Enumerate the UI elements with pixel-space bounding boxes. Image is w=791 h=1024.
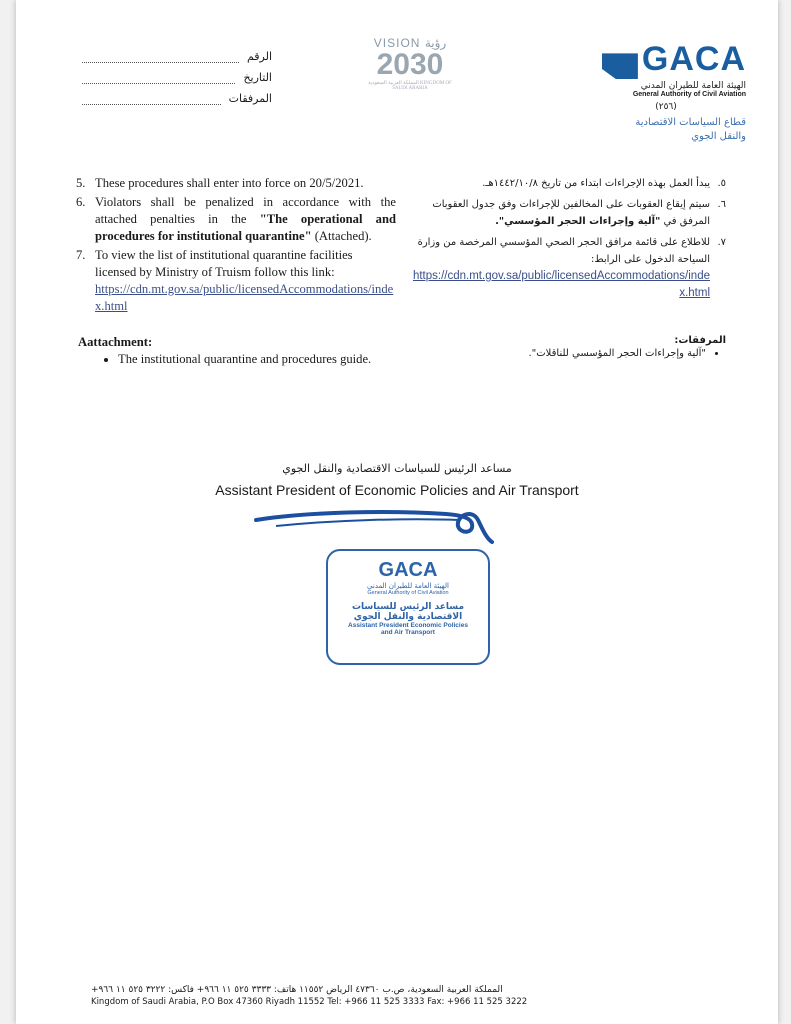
document-number: (٢٥٦) bbox=[655, 102, 677, 113]
attachments-field: المرفقات bbox=[82, 84, 272, 105]
letter-page bbox=[16, 0, 778, 1024]
list-item: 6. Violators shall be penalized in accordance with the attached penalties in the "The operational and procedures for institutional quarantine" (Attached). bbox=[76, 195, 396, 243]
attachment-section-en: Aattachment: • The institutional quarantine and procedures guide. bbox=[78, 335, 371, 367]
sector-name: قطاع السياسات الاقتصادية والنقل الجوي bbox=[635, 117, 746, 143]
list-item: 5. These procedures shall enter into force on 20/5/2021. bbox=[76, 176, 364, 190]
list-item: 7. To view the list of institutional quarantine facilities licensed by Ministry of Truism follow this link: https://cdn.mt.gov.sa/public/licensedAccommodations/index.html bbox=[76, 248, 394, 313]
official-stamp: GACA الهيئة العامة للطيران المدني General Authority of Civil Aviation مساعد الرئيس للسياسات الاقتصادية والنقل الجوي Assistant President Economic Policies and Air Transport bbox=[326, 549, 490, 665]
english-column bbox=[76, 175, 396, 317]
list-item: ٥. يبدأ العمل بهذه الإجراءات ابتداء من تاريخ ١٤٤٢/١٠/٨هـ. bbox=[482, 178, 726, 189]
vision-2030-logo: VISION رؤية 2030 المملكة العربية السعودية KINGDOM OF SAUDI ARABIA bbox=[368, 36, 452, 91]
attachment-section-ar: المرفقات: • "آلية وإجراءات الحجر المؤسسي للناقلات". bbox=[476, 335, 726, 359]
list-item: ٧. للاطلاع على قائمة مرافق الحجر الصحي المؤسسي المرخصة من وزارة السياحة الدخول على الرابط: https://cdn.mt.gov.sa/public/licensedAccommodations/index.html bbox=[408, 234, 726, 302]
date-field: التاريخ bbox=[82, 63, 272, 84]
reference-fields bbox=[82, 42, 272, 105]
attachment-item: • The institutional quarantine and procedures guide. bbox=[118, 352, 371, 367]
reference-number-field: الرقم bbox=[82, 42, 272, 63]
footer-address: المملكة العربية السعودية، ص.ب ٤٧٣٦٠ الرياض ١١٥٥٢ هاتف: ٣٣٣٣ ٥٢٥ ١١ ٩٦٦+ فاكس: ٣٢٢٢ ٥٢٥ ١١ ٩٦٦+ Kingdom of Saudi Arabia, P.O Box 47360 Riyadh 11552 Tel: +966 11 525 3333 Fax: +966 11 525 3222 bbox=[91, 985, 528, 1007]
facilities-link-en[interactable]: https://cdn.mt.gov.sa/public/licensedAccommodations/index.html bbox=[95, 282, 394, 313]
gaca-logo: GACA الهيئة العامة للطيران المدني General Authority of Civil Aviation (٢٥٦) قطاع السياسات الاقتصادية والنقل الجوي bbox=[546, 40, 746, 144]
gaca-emblem-icon bbox=[602, 53, 638, 79]
arabic-column bbox=[408, 175, 726, 306]
attachment-item: • "آلية وإجراءات الحجر المؤسسي للناقلات". bbox=[476, 348, 706, 359]
facilities-link-ar[interactable]: https://cdn.mt.gov.sa/public/licensedAccommodations/index.html bbox=[412, 270, 710, 299]
signatory-title-en: Assistant President of Economic Policies and Air Transport bbox=[215, 482, 579, 498]
list-item: ٦. سيتم إيقاع العقوبات على المخالفين للإجراءات وفق جدول العقوبات المرفق في "آلية وإجراءات الحجر المؤسسي". bbox=[432, 199, 726, 227]
signatory-title-ar: مساعد الرئيس للسياسات الاقتصادية والنقل الجوي bbox=[282, 462, 512, 475]
